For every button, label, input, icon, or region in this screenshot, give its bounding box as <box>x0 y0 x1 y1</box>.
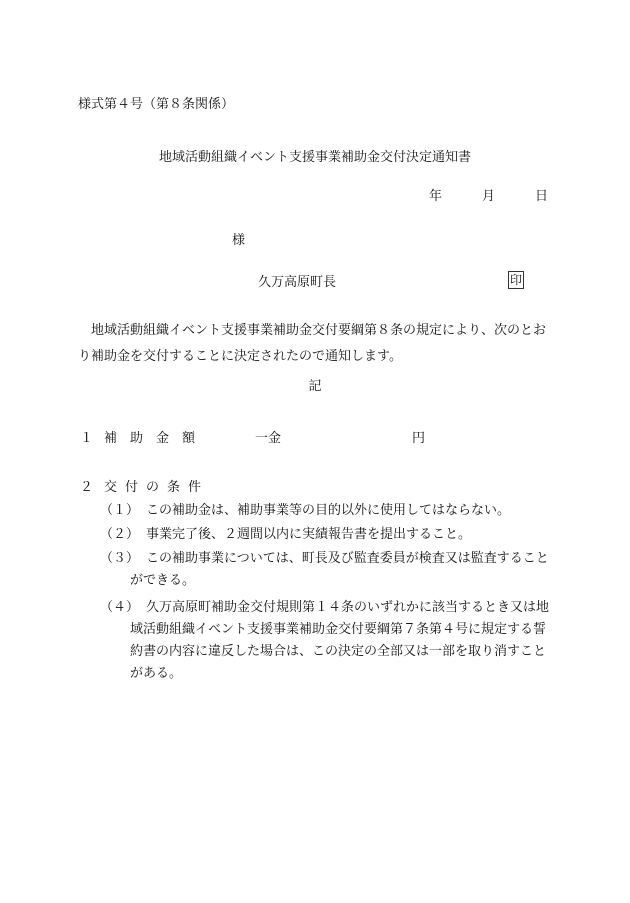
document-title: 地域活動組織イベント支援事業補助金交付決定通知書 <box>158 150 471 165</box>
item1-number: １ <box>80 431 94 446</box>
condition-item <box>100 597 550 685</box>
year-label: 年 <box>428 189 442 204</box>
condition-item <box>100 548 550 592</box>
issuer-name: 久万高原町長 <box>258 275 337 290</box>
item2-label: 交付の条件 <box>104 480 210 495</box>
amount-unit: 円 <box>412 431 426 446</box>
condition-number: （４） <box>100 600 140 615</box>
month-label: 月 <box>481 189 495 204</box>
ki-heading: 記 <box>308 379 322 394</box>
condition-number: （３） <box>100 551 140 566</box>
date-line <box>429 190 548 203</box>
recipient-honorific: 様 <box>232 233 246 248</box>
condition-number: （２） <box>100 527 140 542</box>
condition-text: 久万高原町補助金交付規則第１４条のいずれかに該当するとき又は地域活動組織イベント支援事業補助金交付要綱第７条第４号に規定する誓約書の内容に違反した場合は、この決定の全部又は一部を取り消すことがある。 <box>130 600 550 681</box>
condition-text: この補助事業については、町長及び監査委員が検査又は監査することができる。 <box>130 551 549 588</box>
condition-item <box>100 500 550 522</box>
condition-text: 事業完了後、２週間以内に実績報告書を提出すること。 <box>146 527 472 542</box>
item1-label: 補助金額 <box>104 431 209 446</box>
condition-text: この補助金は、補助事業等の目的以外に使用してはならない。 <box>146 503 511 518</box>
day-label: 日 <box>534 189 548 204</box>
notice-body: 地域活動組織イベント支援事業補助金交付要綱第８条の規定により、次のとおり補助金を交付することに決定されたので通知します。 <box>78 323 547 364</box>
amount-prefix: 一金 <box>255 431 282 446</box>
item2-number: ２ <box>80 480 94 495</box>
condition-number: （１） <box>100 503 140 518</box>
condition-item <box>100 524 550 546</box>
form-number: 様式第４号（第８条関係） <box>78 97 235 112</box>
seal-mark: 印 <box>509 273 522 287</box>
